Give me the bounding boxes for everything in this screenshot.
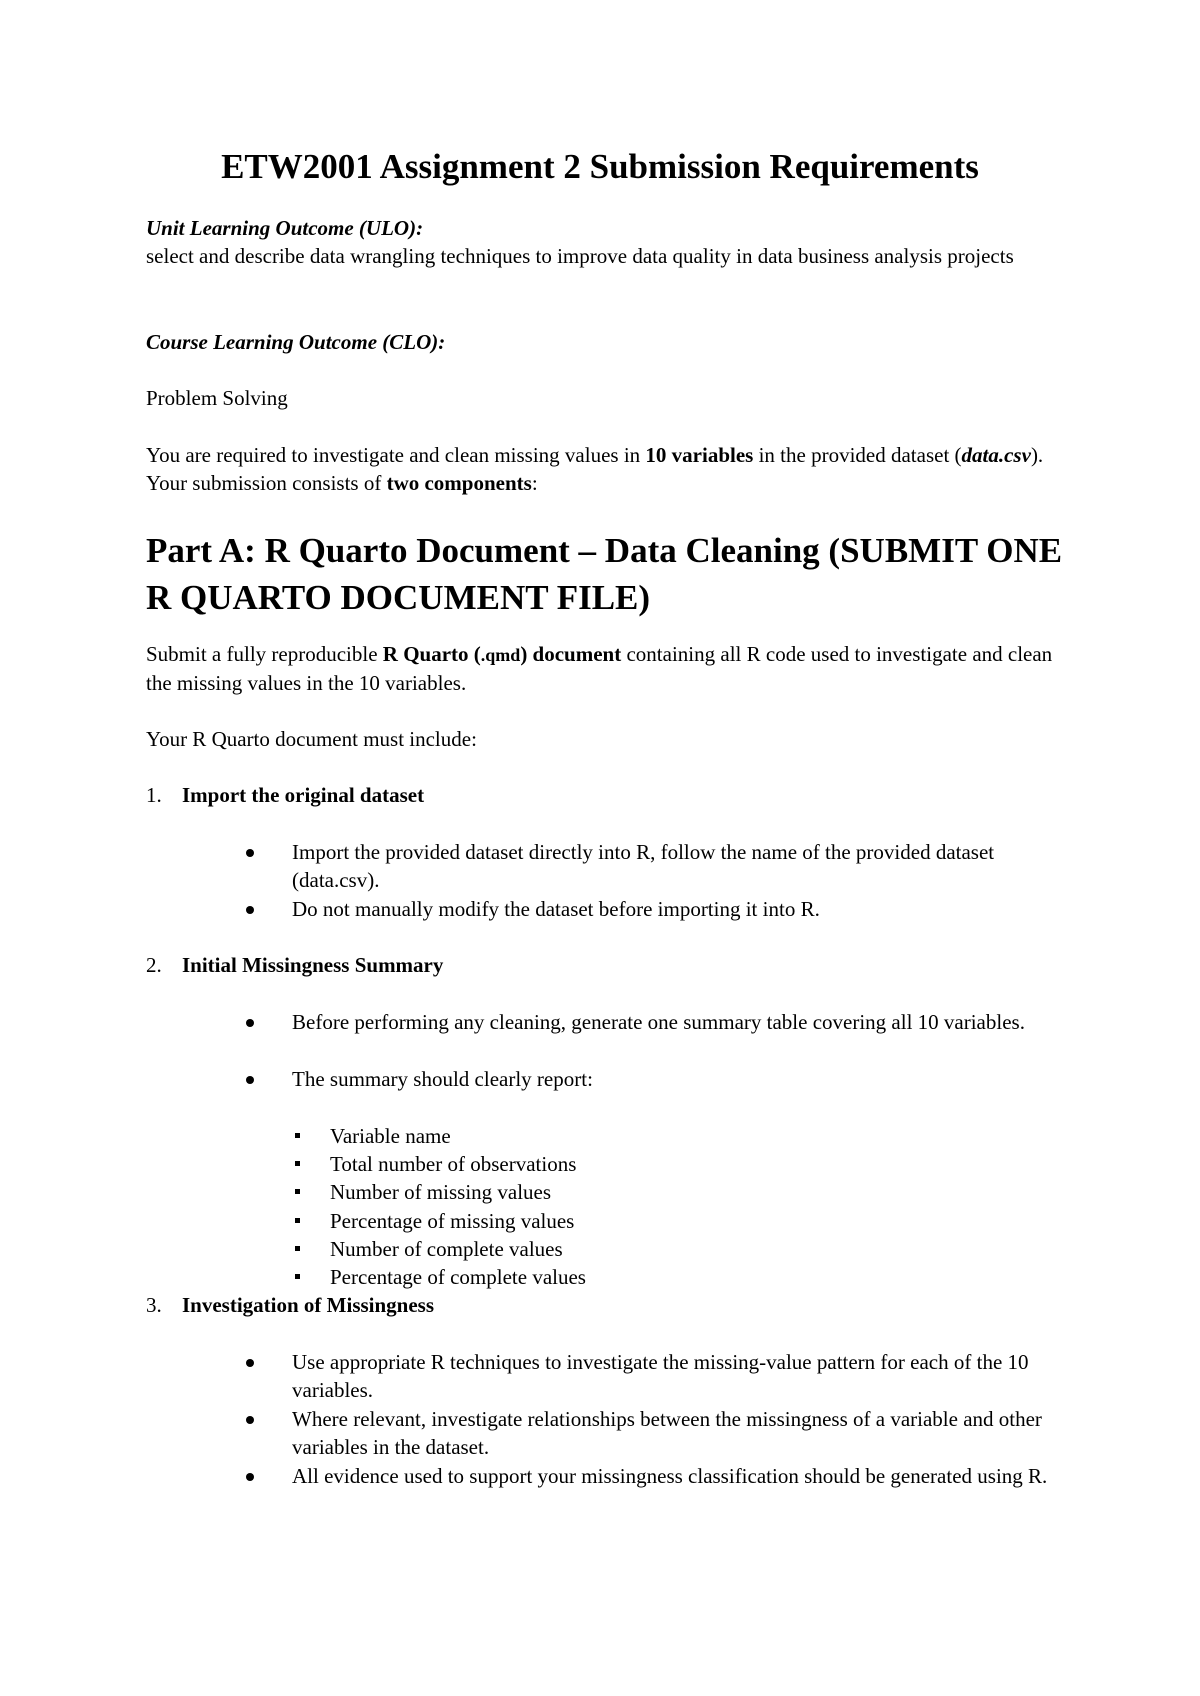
bullet-text: All evidence used to support your missingness classification should be generated using R. — [292, 1464, 1048, 1488]
clo-heading — [146, 328, 1076, 356]
bullet-item — [292, 1405, 1052, 1461]
intro-bold-variables: 10 variables — [645, 443, 754, 467]
bullet-text: Where relevant, investigate relationships between the missingness of a variable and other variables in the dataset. — [292, 1407, 1042, 1459]
square-bullet-icon — [295, 1218, 300, 1223]
square-bullet-icon — [295, 1274, 300, 1279]
document-title: ETW2001 Assignment 2 Submission Requirements — [221, 147, 979, 186]
intro-text-3: ). Your submission consists of — [146, 443, 1044, 495]
numbered-item-3 — [146, 1291, 1076, 1319]
sub-bullet-text: Number of complete values — [330, 1237, 563, 1261]
square-bullet-icon — [295, 1189, 300, 1194]
bullet-dot-icon — [246, 1416, 254, 1424]
bullet-text: Import the provided dataset directly into R, follow the name of the provided dataset (data.csv). — [292, 840, 995, 892]
numbered-item-2 — [146, 951, 1076, 979]
ulo-text: select and describe data wrangling techniques to improve data quality in data business analysis projects — [146, 244, 1014, 268]
must-include-text: Your R Quarto document must include: — [146, 727, 477, 751]
bullet-dot-icon — [246, 906, 254, 914]
bullet-dot-icon — [246, 1473, 254, 1481]
bullet-item — [292, 838, 1052, 894]
ulo-section — [146, 214, 1076, 270]
sub-bullet-item — [330, 1178, 1030, 1206]
submit-bold-2: ) document — [520, 642, 622, 666]
sub-bullet-item — [330, 1235, 1030, 1263]
bullet-dot-icon — [246, 1019, 254, 1027]
bullet-item — [292, 895, 1052, 923]
sub-bullet-text: Number of missing values — [330, 1180, 552, 1204]
submit-text-2: containing all R code used to investigate and clean the missing values in the 10 variables. — [146, 642, 1053, 695]
sub-bullet-item — [330, 1207, 1030, 1235]
sub-bullet-item — [330, 1150, 1030, 1178]
bullet-dot-icon — [246, 849, 254, 857]
sub-bullet-text: Total number of observations — [330, 1152, 577, 1176]
bullet-text: The summary should clearly report: — [292, 1067, 593, 1091]
intro-paragraph — [146, 441, 1076, 497]
sub-bullet-item — [330, 1122, 1030, 1150]
sub-bullet-text: Percentage of complete values — [330, 1265, 586, 1289]
bullet-dot-icon — [246, 1359, 254, 1367]
bullet-dot-icon — [246, 1076, 254, 1084]
intro-bold-components: two components — [386, 471, 532, 495]
item-number: 3. — [146, 1293, 162, 1317]
bullet-item — [292, 1348, 1052, 1404]
square-bullet-icon — [295, 1246, 300, 1251]
sub-bullet-item — [330, 1263, 1030, 1291]
part-a-submit-paragraph — [146, 640, 1076, 697]
intro-text-2: in the provided dataset ( — [753, 443, 962, 467]
clo-heading-text: Course Learning Outcome (CLO): — [146, 330, 446, 354]
submit-text-1: Submit a fully reproducible — [146, 642, 383, 666]
sub-bullet-text: Variable name — [330, 1124, 451, 1148]
bullet-text: Do not manually modify the dataset before importing it into R. — [292, 897, 820, 921]
item-label: Import the original dataset — [182, 783, 425, 807]
intro-dataset-name: data.csv — [961, 443, 1031, 467]
bullet-item — [292, 1462, 1052, 1490]
item-number: 1. — [146, 783, 162, 807]
numbered-item-1 — [146, 781, 1076, 809]
square-bullet-icon — [295, 1161, 300, 1166]
submit-bold-1: R Quarto ( — [382, 642, 481, 666]
submit-ext: .qmd — [480, 645, 521, 665]
item-number: 2. — [146, 953, 162, 977]
bullet-text: Before performing any cleaning, generate one summary table covering all 10 variables. — [292, 1010, 1025, 1034]
ulo-heading: Unit Learning Outcome (ULO): — [146, 216, 424, 240]
sub-bullet-text: Percentage of missing values — [330, 1209, 575, 1233]
bullet-text: Use appropriate R techniques to investigate the missing-value pattern for each of the 10 variables. — [292, 1350, 1029, 1402]
clo-text: Problem Solving — [146, 386, 288, 410]
part-a-heading: Part A: R Quarto Document – Data Cleaning (SUBMIT ONE R QUARTO DOCUMENT FILE) — [146, 531, 1063, 617]
intro-text-4: : — [531, 471, 538, 495]
bullet-item — [292, 1008, 1052, 1036]
square-bullet-icon — [295, 1133, 300, 1138]
intro-text-1: You are required to investigate and clean missing values in — [146, 443, 646, 467]
bullet-item — [292, 1065, 1052, 1093]
item-label: Investigation of Missingness — [182, 1293, 435, 1317]
item-label: Initial Missingness Summary — [182, 953, 444, 977]
